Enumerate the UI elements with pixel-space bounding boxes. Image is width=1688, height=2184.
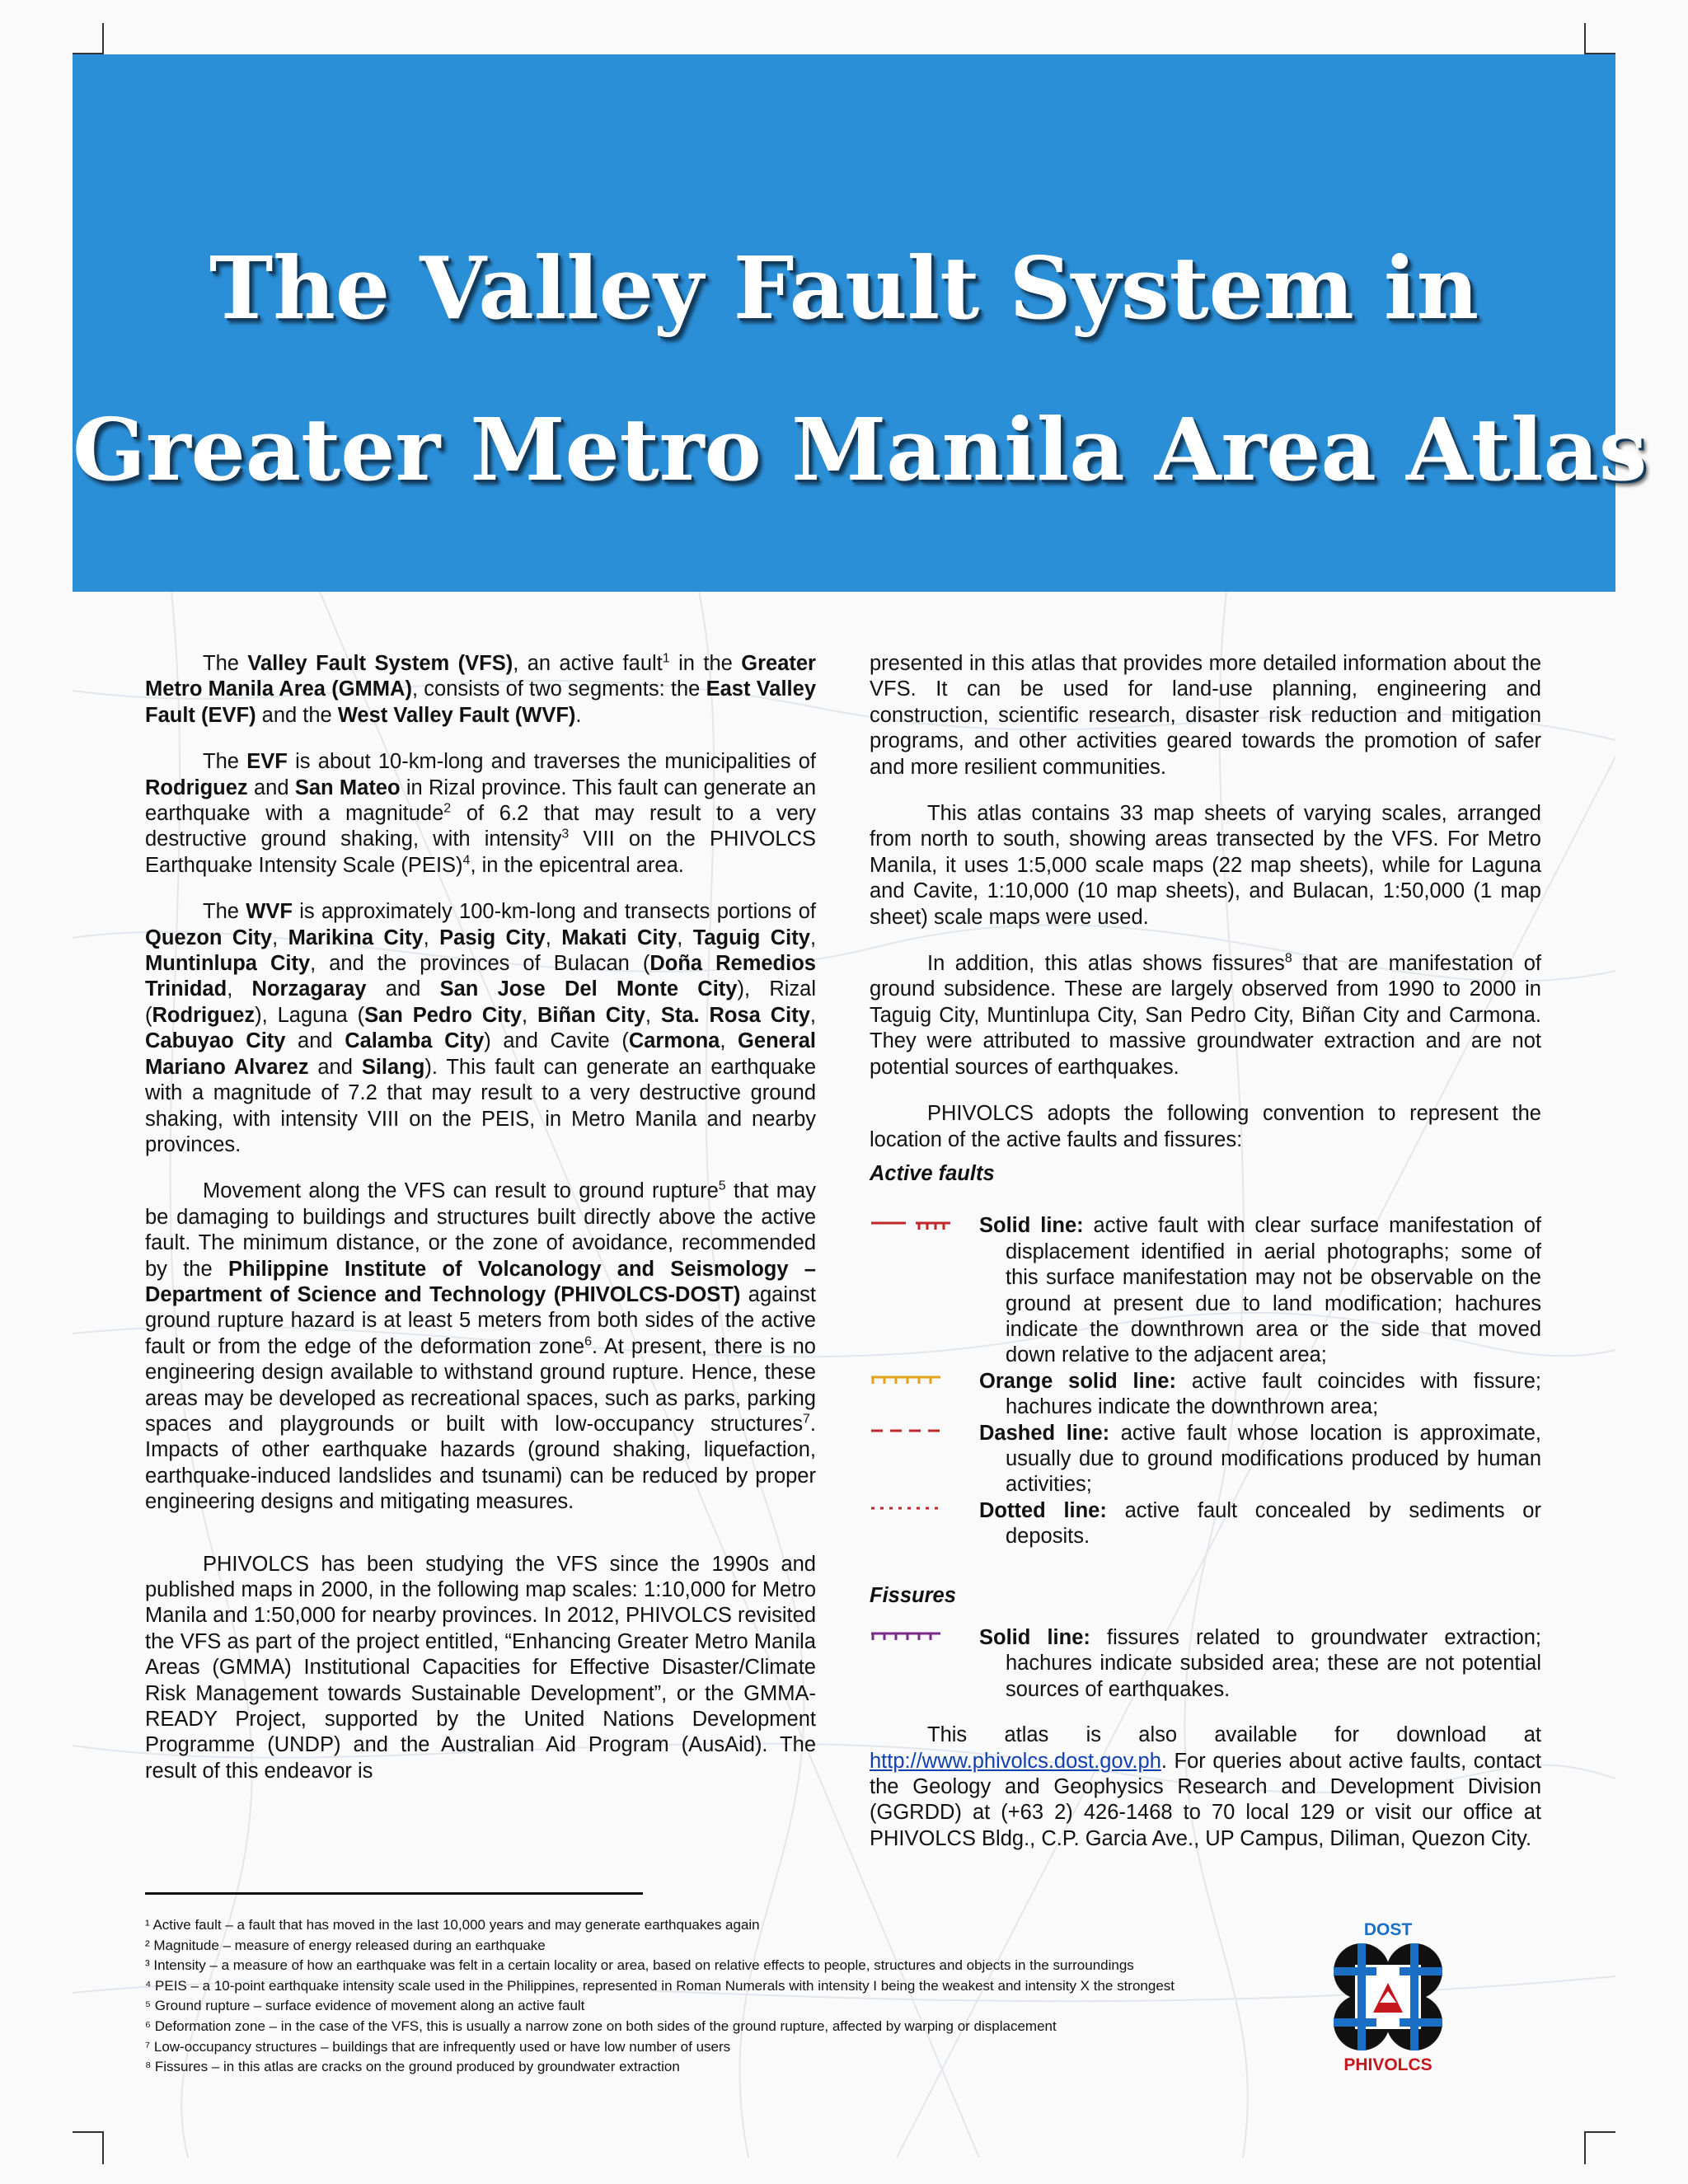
left-column xyxy=(145,651,816,1805)
footnote-1: ¹ Active fault – a fault that has moved in the last 10,000 years and may generate earthquakes again xyxy=(145,1917,760,1933)
download-paragraph: This atlas is also available for download at http://www.phivolcs.dost.gov.ph. For queries about active faults, contact the Geology and Geophysics Research and Development Division (GGRDD) at (+63 2) 426-1468 to 70 local 129 or visit our office at PHIVOLCS Bldg., C.P. Garcia Ave., UP Campus, Diliman, Quezon City. xyxy=(870,1723,1541,1850)
footnote-4: ⁴ PEIS – a 10-point earthquake intensity scale used in the Philippines, represented in Roman Numerals with intensity I being the weakest and intensity X the strongest xyxy=(145,1977,1175,1994)
crop-mark xyxy=(1584,2131,1615,2133)
history-paragraph: PHIVOLCS has been studying the VFS since the 1990s and published maps in 2000, in the following map scales: 1:10,000 for Metro Manila and 1:50,000 for nearby provinces. In 2012, PHIVOLCS revisited the VFS as part of the project entitled, “Enhancing Greater Metro Manila Areas (GMMA) Institutional Capacities for Effective Disaster/Climate Risk Management towards Sustainable Development”, or the GMMA-READY Project, supported by the United Nations Development Programme (UNDP) and the Australian Aid Program (AusAid). The result of this endeavor is xyxy=(145,1552,816,1783)
active-faults-heading: Active faults xyxy=(870,1161,995,1185)
crop-mark xyxy=(73,2131,104,2133)
logo-phivolcs-text: PHIVOLCS xyxy=(1343,2055,1432,2074)
wvf-paragraph: The WVF is approximately 100-km-long and transects portions of Quezon City, Marikina City, Pasig City, Makati City, Taguig City, Muntinlupa City, and the provinces of Bulacan (Doña Remedios Trinidad, Norzagaray and San Jose Del Monte City), Rizal (Rodriguez), Laguna (San Pedro City, Biñan City, Sta. Rosa City, Cabuyao City and Calamba City) and Cavite (Carmona, General Mariano Alvarez and Silang). This fault can generate an earthquake with a magnitude of 7.2 that may result to a very destructive ground shaking, with intensity VIII on the PEIS, in Metro Manila and nearby provinces. xyxy=(145,900,817,1156)
crop-mark xyxy=(1584,23,1586,54)
footnote-5: ⁵ Ground rupture – surface evidence of movement along an active fault xyxy=(145,1998,585,2014)
right-column xyxy=(870,651,1541,1872)
dotted-fault-symbol xyxy=(870,1500,952,1520)
logo-dost-text: DOST xyxy=(1363,1920,1413,1939)
dashed-fault-symbol xyxy=(870,1422,952,1442)
crop-mark xyxy=(102,2131,104,2164)
footnote-6: ⁶ Deformation zone – in the case of the VFS, this is usually a narrow zone on both sides of the ground rupture, affected by warping or displacement xyxy=(145,2018,1057,2034)
phivolcs-website-link[interactable]: http://www.phivolcs.dost.gov.ph xyxy=(870,1749,1161,1773)
crop-mark xyxy=(102,23,104,54)
legend-dashed-line: Dashed line: active fault whose location is approximate, usually due to ground modifications produced by human activities; xyxy=(870,1421,1541,1498)
footnotes xyxy=(145,1915,1299,2078)
map-sheets-paragraph: This atlas contains 33 map sheets of varying scales, arranged from north to south, showing areas transected by the VFS. For Metro Manila, it uses 1:5,000 scale maps (22 map sheets), while for Laguna and Cavite, 1:10,000 (10 map sheets), and Bulacan, 1:50,000 (1 map sheet) scale maps were used. xyxy=(870,802,1541,929)
logo-emblem-icon xyxy=(1322,1940,1454,2055)
fissures-heading: Fissures xyxy=(870,1583,956,1607)
legend-solid-line: Solid line: active fault with clear surface manifestation of displacement identified in aerial photographs; some of this surface manifestation may not be observable on the ground at present due to land modification; hachures indicate the downthrown area or the side that moved down relative to the adjacent area; xyxy=(870,1213,1541,1368)
footnote-7: ⁷ Low-occupancy structures – buildings that are infrequently used or have low number of users xyxy=(145,2038,731,2055)
footnote-3: ³ Intensity – a measure of how an earthquake was felt in a certain locality or area, based on relative effects to people, structures and objects in the surroundings xyxy=(145,1957,1134,1974)
title-banner xyxy=(73,54,1648,592)
convention-paragraph: PHIVOLCS adopts the following convention to represent the location of the active faults and fissures: xyxy=(870,1102,1541,1151)
title-line-2: Greater Metro Manila Area Atlas xyxy=(73,399,1648,500)
title-line-1: The Valley Fault System in xyxy=(209,237,1479,339)
fissures-paragraph: In addition, this atlas shows fissures$^8$ that are manifestation of ground subsidence. These are largely observed from 1990 to 2000 in Taguig City, Muntinlupa City, San Pedro City, Biñan City and Carmona. They were attributed to massive groundwater extraction and are not potential sources of earthquakes. xyxy=(870,951,1541,1079)
footnote-rule xyxy=(145,1892,643,1895)
legend-dotted-line: Dotted line: active fault concealed by sediments or deposits. xyxy=(870,1498,1541,1550)
legend-orange-line: Orange solid line: active fault coincides with fissure; hachures indicate the downthrown area; xyxy=(870,1369,1541,1421)
fissure-symbol xyxy=(870,1627,952,1647)
solid-fault-symbol xyxy=(870,1215,952,1235)
ground-rupture-paragraph: Movement along the VFS can result to ground rupture$^5$ that may be damaging to buildings and structures built directly above the active fault. The minimum distance, or the zone of avoidance, recommended by the Philippine Institute of Volcanology and Seismology – Department of Science and Technology (PHIVOLCS-DOST) against ground rupture hazard is at least 5 meters from both sides of the active fault or from the edge of the deformation zone$^6$. At present, there is no engineering design available to withstand ground rupture. Hence, these areas may be developed as recreational spaces, such as parks, parking spaces and playgrounds or built with low-occupancy structures$^7$. Impacts of other earthquake hazards (ground shaking, liquefaction, earthquake-induced landslides and tsunami) can be reduced by proper engineering designs and mitigating measures. xyxy=(145,1179,817,1514)
orange-fault-symbol xyxy=(870,1371,952,1390)
footnote-2: ² Magnitude – measure of energy released during an earthquake xyxy=(145,1937,546,1953)
legend-fissure-line: Solid line: fissures related to groundwater extraction; hachures indicate subsided area; these are not potential sources of earthquakes. xyxy=(870,1625,1541,1703)
intro-paragraph: The Valley Fault System (VFS), an active fault$^1$ in the Greater Metro Manila Area (GMMA), consists of two segments: the East Valley Fault (EVF) and the West Valley Fault (WVF). xyxy=(145,651,817,727)
footnote-8: ⁸ Fissures – in this atlas are cracks on the ground produced by groundwater extraction xyxy=(145,2059,680,2075)
dost-phivolcs-logo xyxy=(1322,1920,1454,2077)
crop-mark xyxy=(1584,2131,1586,2164)
evf-paragraph: The EVF is about 10-km-long and traverses the municipalities of Rodriguez and San Mateo in Rizal province. This fault can generate an earthquake with a magnitude$^2$ of 6.2 that may result to a very destructive ground shaking, with intensity$^3$ VIII on the PHIVOLCS Earthquake Intensity Scale (PEIS)$^4$, in the epicentral area. xyxy=(145,750,817,877)
atlas-use-paragraph: presented in this atlas that provides more detailed information about the VFS. It can be used for land-use planning, engineering and construction, scientific research, disaster risk reduction and mitigation programs, and other activities geared towards the promotion of safer and more resilient communities. xyxy=(870,652,1541,779)
